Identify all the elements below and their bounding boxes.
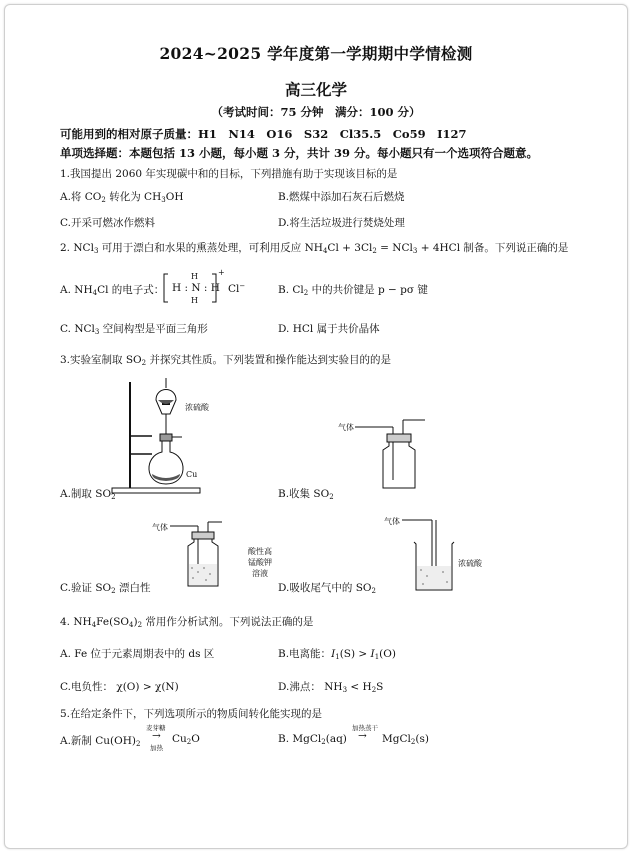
q4-option-d: D.沸点： $NH_3 < H_2S$: [278, 681, 384, 694]
q5b-product: MgCl$_2$(s): [382, 733, 429, 746]
label-gas-b: 气体: [338, 423, 354, 432]
q5a-arrow-top: 麦芽糖: [146, 724, 166, 732]
q3-option-b: B.收集 $SO_2$: [278, 488, 334, 501]
q5b-arrow-top: 加热蒸干: [352, 724, 378, 732]
apparatus-b-collection: [355, 410, 435, 490]
lewis-plus: +: [218, 268, 225, 277]
q5-stem: 5.在给定条件下，下列选项所示的物质间转化能实现的是: [60, 708, 323, 720]
q3-stem: 3.实验室制取 $SO_2$ 并探究其性质。下列装置和操作能达到实验目的的是: [60, 354, 391, 367]
q3-option-a: A.制取 $SO_2$: [60, 488, 116, 501]
q1-stem: 1.我国提出 2060 年实现碳中和的目标，下列措施有助于实现该目标的是: [60, 168, 398, 180]
q5-option-b: B. MgCl$_2$(aq): [278, 733, 347, 746]
q4-option-a: A. Fe 位于元素周期表中的 ds 区: [60, 648, 215, 660]
q1-option-b: B.燃煤中添加石灰石后燃烧: [278, 191, 405, 203]
label-kmno4-1: 酸性高: [248, 547, 272, 556]
label-kmno4-2: 锰酸钾: [248, 558, 272, 567]
label-kmno4-3: 溶液: [252, 569, 268, 578]
section-heading: 单项选择题：本题包括 13 小题，每小题 3 分，共计 39 分。每小题只有一个选项符合题意。: [60, 146, 539, 160]
q5a-arrow-bottom: 加热: [150, 744, 163, 752]
apparatus-c-kmno4: [170, 518, 240, 590]
label-conc-h2so4-d: 浓硫酸: [458, 559, 482, 568]
lewis-h-bottom: H: [191, 296, 198, 305]
q4-stem: 4. $NH_4Fe(SO_4)_2$ 常用作分析试剂。下列说法正确的是: [60, 616, 314, 629]
label-gas-c: 气体: [152, 523, 168, 532]
q2-stem: 2. NCl$_3$ 可用于漂白和水果的熏蒸处理，可利用反应 $NH_4Cl + 3Cl_2 = NCl_3 + 4HCl$ 制备。下列说正确的是: [60, 242, 569, 255]
q5a-arrow: →: [152, 730, 161, 742]
subject-title: 高三化学: [284, 80, 347, 99]
apparatus-d-beaker: [402, 512, 462, 596]
label-gas-d: 气体: [384, 517, 400, 526]
q5b-arrow: →: [358, 730, 367, 742]
q4-option-c: C.电负性： χ(O) > χ(N): [60, 681, 179, 693]
q3-option-d: D.吸收尾气中的 $SO_2$: [278, 582, 376, 595]
q2-option-d: D. HCl 属于共价晶体: [278, 323, 380, 335]
q2-option-a: A. $NH_4Cl$ 的电子式：: [60, 284, 165, 297]
label-conc-h2so4: 浓硫酸: [185, 403, 209, 412]
q2-option-c: C. NCl$_3$ 空间构型是平面三角形: [60, 323, 208, 336]
label-cu: Cu: [186, 470, 198, 479]
q3-option-c: C.验证 $SO_2$ 漂白性: [60, 582, 151, 595]
atomic-masses: 可能用到的相对原子质量：H1 N14 O16 S32 Cl35.5 Co59 I127: [60, 127, 467, 141]
apparatus-a-generation: [100, 378, 230, 496]
exam-info: （考试时间：75 分钟 满分：100 分）: [211, 105, 421, 119]
q2-option-b: B. $Cl_2$ 中的共价键是 p − pσ 键: [278, 284, 428, 297]
q5a-product: $Cu_2O$: [172, 733, 200, 746]
lewis-h-top: H: [191, 272, 198, 281]
lewis-main: H : N : H: [172, 282, 220, 294]
q1-option-c: C.开采可燃冰作燃料: [60, 217, 155, 229]
q1-option-d: D.将生活垃圾进行焚烧处理: [278, 217, 405, 229]
q1-option-a: A.将 $CO_2$ 转化为 $CH_3OH$: [60, 191, 184, 204]
lewis-chloride: Cl−: [228, 282, 246, 295]
q5-option-a: A.新制 $Cu(OH)_2$: [60, 735, 141, 748]
page-title: 2024~2025 学年度第一学期期中学情检测: [159, 44, 473, 63]
q4-option-b: B.电离能：$I_1(S) > I_1(O)$: [278, 648, 396, 661]
